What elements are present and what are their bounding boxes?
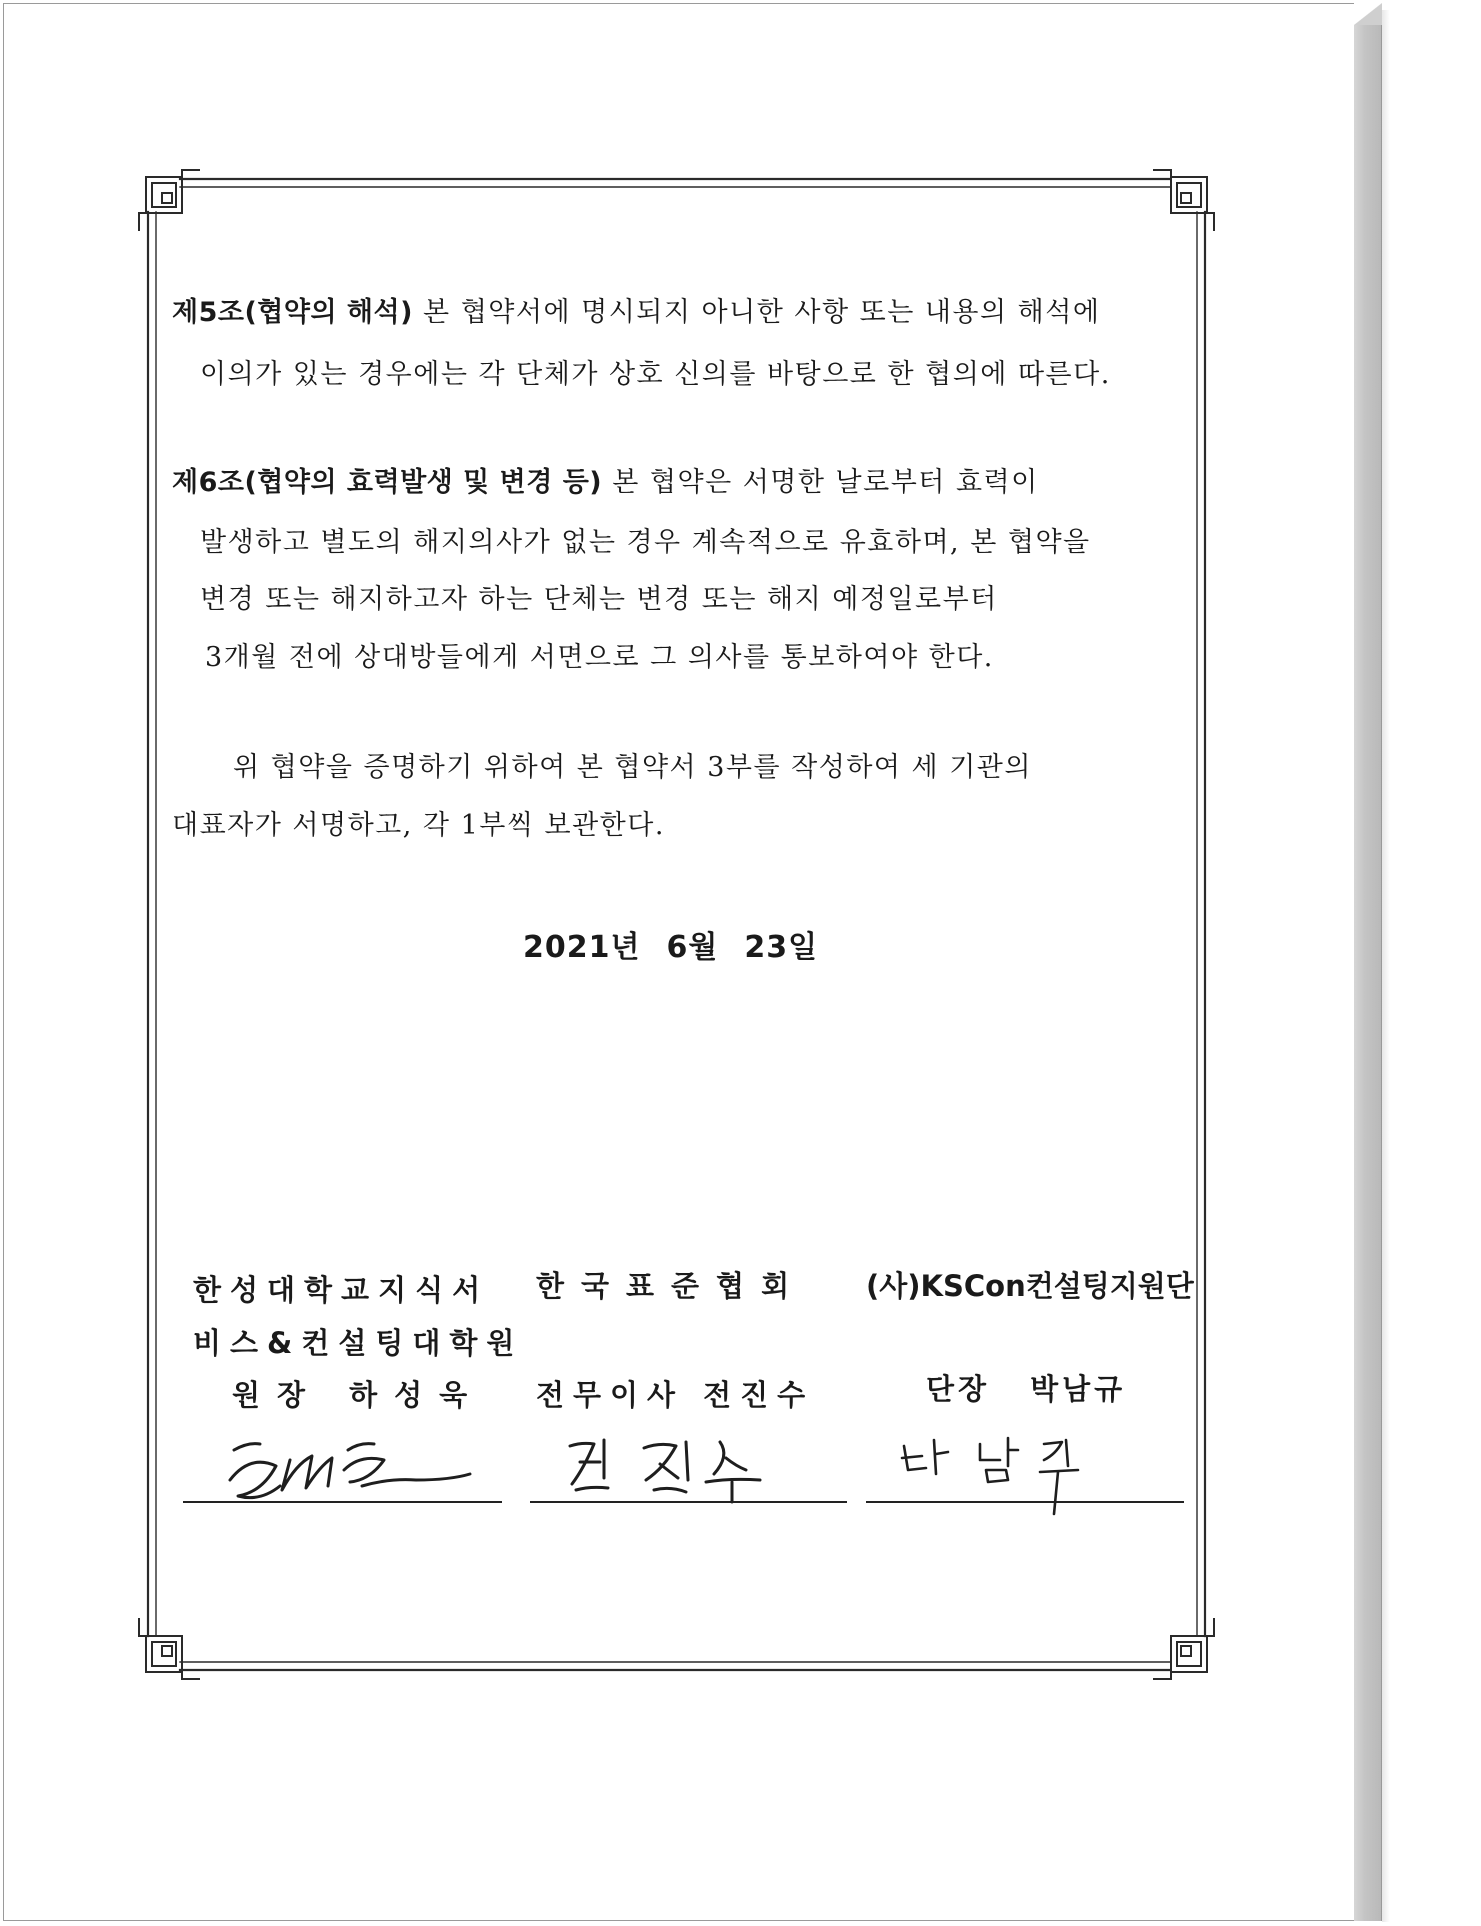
article-5-text: 본 협약서에 명시되지 아니한 사항 또는 내용의 해석에 — [423, 297, 1101, 328]
closing-line-2: 대표자가 서명하고, 각 1부씩 보관한다. — [172, 810, 665, 841]
signatory-3-org: (사)KSCon컨설팅지원단 — [866, 1269, 1194, 1303]
signatory-1-org-line-1: 한성대학교지식서 — [193, 1273, 490, 1307]
agreement-date — [523, 922, 844, 966]
article-6-line-4: 3개월 전에 상대방들에게 서면으로 그 의사를 통보하여야 한다. — [205, 642, 994, 673]
signatory-1-title-name: 원장 하성욱 — [232, 1378, 485, 1412]
date-month: 6월 — [666, 930, 719, 965]
article-6-line-2: 발생하고 별도의 해지의사가 없는 경우 계속적으로 유효하며, 본 협약을 — [200, 527, 1091, 558]
signature-line-2 — [530, 1501, 847, 1503]
article-6-line-3: 변경 또는 해지하고자 하는 단체는 변경 또는 해지 예정일로부터 — [200, 584, 998, 615]
date-day: 23일 — [744, 930, 819, 965]
signatory-2-title-name: 전무이사 전진수 — [536, 1378, 815, 1412]
signatory-1-org-line-2: 비스&컨설팅대학원 — [193, 1326, 524, 1360]
article-6-text: 본 협약은 서명한 날로부터 효력이 — [612, 467, 1039, 498]
page-stack-edge — [1354, 3, 1382, 1921]
signatory-2-org: 한국표준협회 — [536, 1269, 807, 1303]
article-6-heading: 제6조(협약의 효력발생 및 변경 등) — [172, 467, 603, 498]
signature-ha-seong-uk — [220, 1420, 480, 1510]
signature-park-nam-gyu — [896, 1430, 1096, 1520]
date-year: 2021년 — [523, 930, 641, 965]
closing-line-1: 위 협약을 증명하기 위하여 본 협약서 3부를 작성하여 세 기관의 — [233, 752, 1032, 783]
article-5-line-1 — [172, 290, 1100, 329]
signatory-3-title-name: 단장 박남규 — [926, 1372, 1127, 1406]
signature-jeon-jin-su — [560, 1428, 790, 1508]
article-5-heading: 제5조(협약의 해석) — [172, 297, 413, 328]
article-5-line-2: 이의가 있는 경우에는 각 단체가 상호 신의를 바탕으로 한 협의에 따른다. — [200, 359, 1111, 390]
signature-line-3 — [866, 1501, 1184, 1503]
article-6-line-1 — [172, 460, 1039, 499]
signature-line-1 — [183, 1501, 502, 1503]
